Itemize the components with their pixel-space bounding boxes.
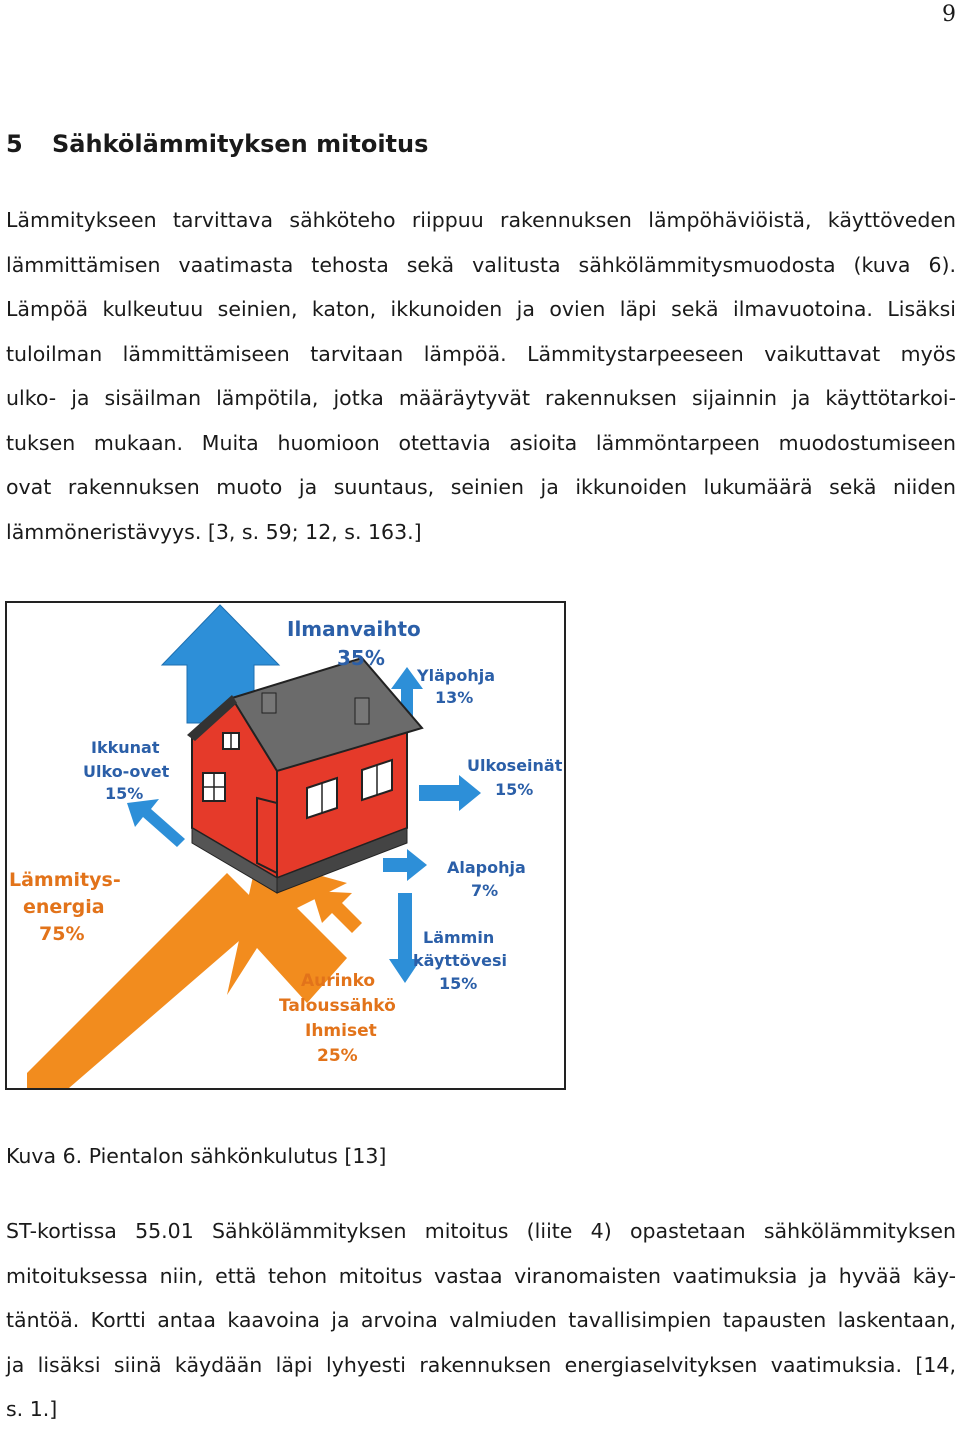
label-aurinko-line1: Aurinko [301, 971, 376, 991]
text-line: ST-kortissa 55.01 Sähkölämmityksen mitoitus (liite 4) opastetaan sähkölämmityksen [6, 1219, 956, 1243]
page-number: 9 [942, 2, 956, 27]
text-line: ulko- ja sisäilman lämpötila, jotka määräytyvät rakennuksen sijainnin ja käyttötarkoi- [6, 386, 956, 410]
text-line: ja lisäksi siinä käydään läpi lyhyesti rakennuksen energiaselvityksen vaatimuksia. [14, [6, 1352, 956, 1377]
house-energy-figure [5, 601, 566, 1090]
text-line: lämmittämisen vaatimasta tehosta sekä valitusta sähkölämmitysmuodosta (kuva 6). [6, 252, 956, 277]
floor-arrow-icon [383, 849, 427, 881]
text-line: täntöä. Kortti antaa kaavoina ja arvoina valmiuden tavallisimpien tapausten laskentaan, [6, 1308, 956, 1332]
label-lammitysenergia-line2: energia [23, 896, 105, 918]
text-line: Lämpöä kulkeutuu seinien, katon, ikkunoiden ja ovien läpi sekä ilmavuotoina. Lisäksi [6, 297, 956, 321]
label-alapohja-value: 7% [471, 881, 499, 900]
label-lammitysenergia-line1: Lämmitys- [9, 869, 121, 891]
label-kayttovesi-value: 15% [439, 974, 478, 993]
label-alapohja-name: Alapohja [447, 858, 526, 877]
label-ulkoseinat-name: Ulkoseinät [467, 756, 563, 775]
text-line: tuksen mukaan. Muita huomioon otettavia asioita lämmöntarpeen muodostumiseen [6, 430, 956, 455]
figure-caption: Kuva 6. Pientalon sähkönkulutus [13] [6, 1144, 387, 1168]
internal-gains-arrow-icon [312, 891, 362, 933]
label-ikkunat-line2: Ulko-ovet [83, 762, 170, 781]
paragraph-intro [6, 198, 956, 554]
text-line: ovat rakennuksen muoto ja suuntaus, seinien ja ikkunoiden lukumäärä sekä niiden [6, 475, 956, 499]
text-line: mitoituksessa niin, että tehon mitoitus vastaa viranomaisten vaatimuksia ja hyvää käy- [6, 1263, 956, 1288]
text-line: Lämmitykseen tarvittava sähköteho riippuu rakennuksen lämpöhäviöistä, käyttöveden [6, 208, 956, 232]
label-ikkunat-value: 15% [105, 784, 144, 803]
label-kayttovesi-line1: Lämmin [423, 928, 495, 947]
text-line: tuloilman lämmittämiseen tarvitaan lämpöä. Lämmitystarpeeseen vaikuttavat myös [6, 341, 956, 366]
window-arrow-icon [127, 799, 185, 847]
label-aurinko-line3: Ihmiset [305, 1021, 377, 1041]
text-line: s. 1.] [6, 1397, 58, 1421]
section-title: Sähkölämmityksen mitoitus [52, 130, 429, 158]
paragraph-st-card [6, 1209, 956, 1432]
label-ylapohja-name: Yläpohja [417, 666, 495, 685]
section-heading [6, 130, 428, 158]
label-ikkunat-line1: Ikkunat [91, 738, 160, 757]
wall-arrow-icon [419, 775, 481, 811]
text-line: lämmöneristävyys. [3, s. 59; 12, s. 163.] [6, 519, 422, 544]
label-lammitysenergia-value: 75% [39, 923, 85, 945]
label-ylapohja-value: 13% [435, 688, 474, 707]
label-ulkoseinat-value: 15% [495, 780, 534, 799]
label-ilmanvaihto-value: 35% [337, 646, 385, 670]
label-aurinko-value: 25% [317, 1046, 358, 1066]
label-aurinko-line2: Taloussähkö [279, 996, 396, 1016]
label-ilmanvaihto-name: Ilmanvaihto [287, 617, 421, 641]
label-kayttovesi-line2: käyttövesi [413, 951, 507, 970]
section-number: 5 [6, 130, 23, 158]
